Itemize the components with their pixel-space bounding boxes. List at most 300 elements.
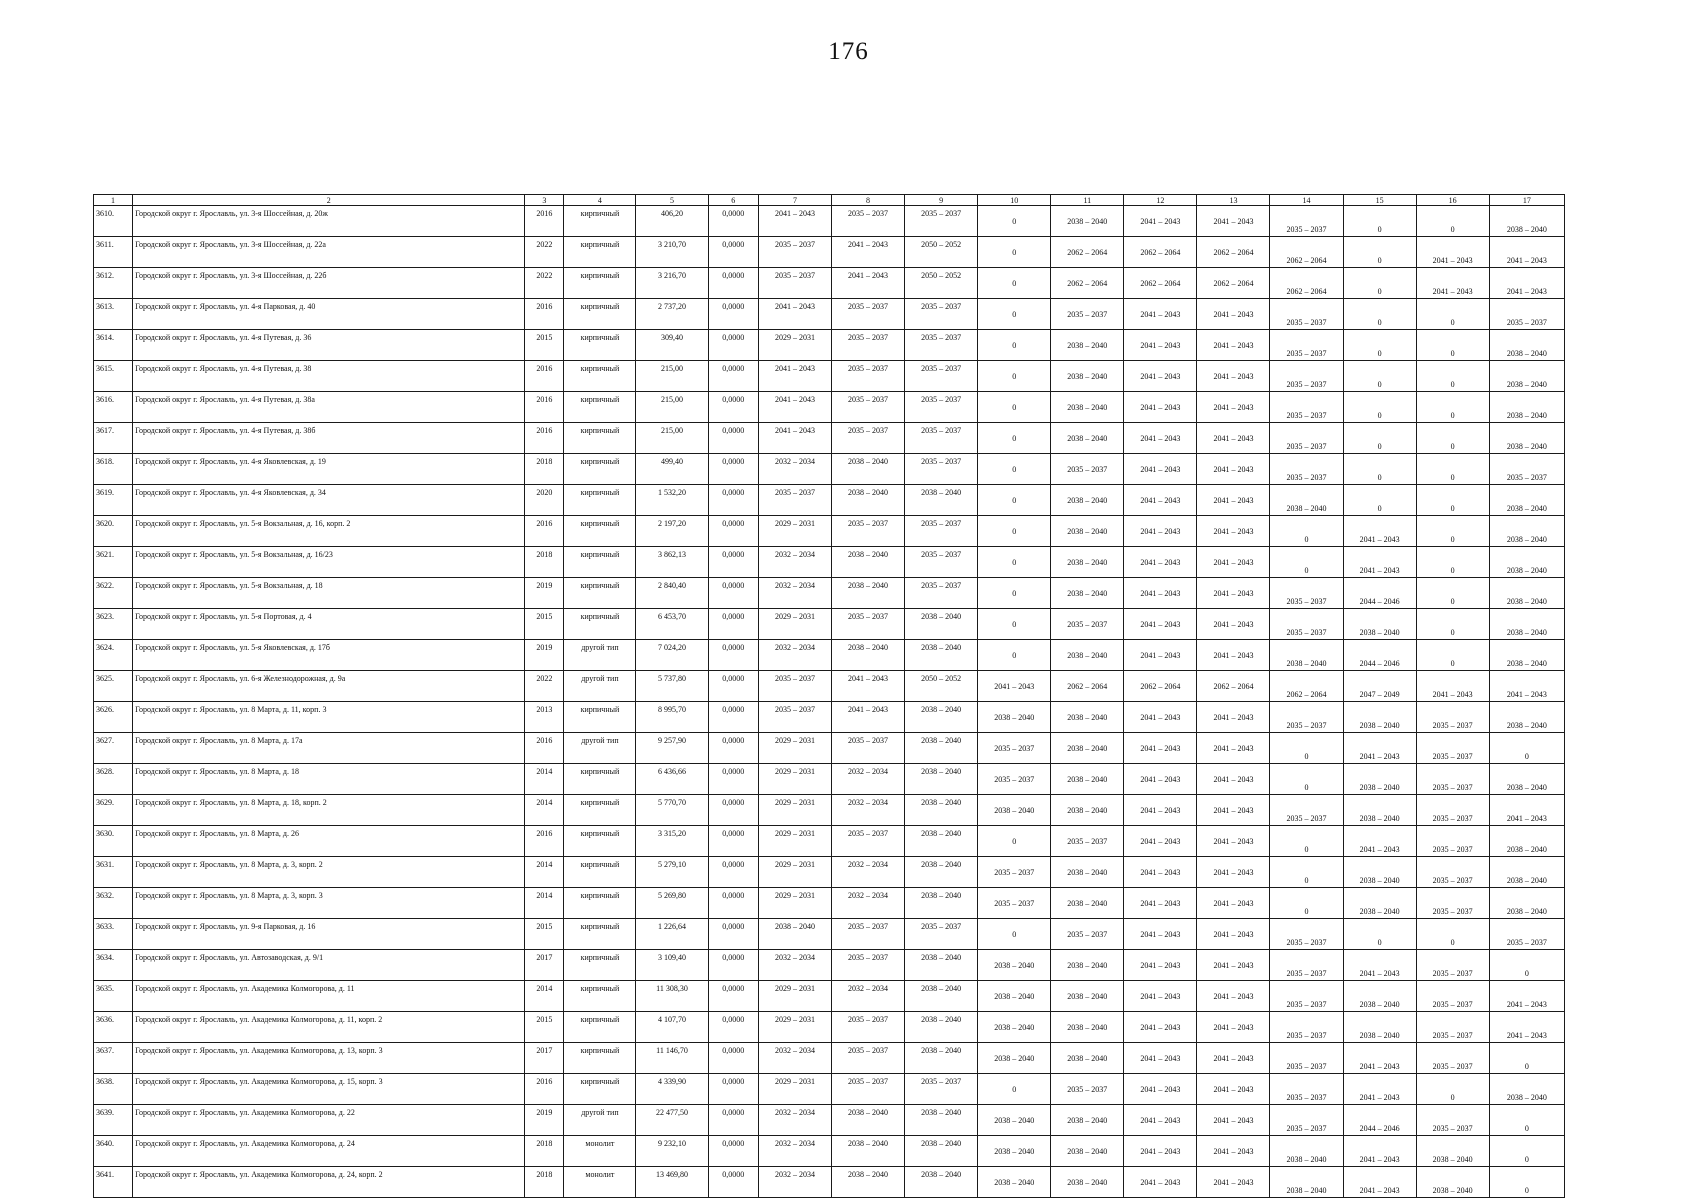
table-cell: 2038 – 2040: [1343, 609, 1416, 640]
table-cell: 2029 – 2031: [758, 857, 831, 888]
table-cell: 2041 – 2043: [1124, 547, 1197, 578]
table-cell: 2041 – 2043: [1197, 919, 1270, 950]
table-cell: 0: [978, 578, 1051, 609]
row-number-cell: 3618.: [94, 454, 133, 485]
table-cell: 2013: [525, 702, 564, 733]
table-row: [94, 609, 1565, 640]
table-cell: 2044 – 2046: [1343, 640, 1416, 671]
table-cell: 2029 – 2031: [758, 1012, 831, 1043]
table-cell: 2038 – 2040: [1051, 702, 1124, 733]
table-cell: 0: [1416, 578, 1489, 609]
table-cell: 2038 – 2040: [905, 1167, 978, 1198]
address-cell: Городской округ г. Ярославль, ул. 3-я Шоссейная, д. 22б: [133, 268, 525, 299]
table-cell: 2035 – 2037: [832, 361, 905, 392]
table-cell: 2032 – 2034: [832, 795, 905, 826]
table-cell: 0: [1416, 392, 1489, 423]
address-cell: Городской округ г. Ярославль, ул. 4-я Яковлевская, д. 34: [133, 485, 525, 516]
table-cell: 2041 – 2043: [1124, 1043, 1197, 1074]
table-cell: 2032 – 2034: [758, 1136, 831, 1167]
table-cell: 2050 – 2052: [905, 237, 978, 268]
table-cell: 22 477,50: [636, 1105, 708, 1136]
table-cell: 2038 – 2040: [1051, 578, 1124, 609]
column-number: 11: [1051, 195, 1124, 206]
table-cell: 2062 – 2064: [1270, 268, 1343, 299]
table-row: [94, 237, 1565, 268]
table-cell: 0: [978, 485, 1051, 516]
table-cell: 2041 – 2043: [1124, 950, 1197, 981]
table-cell: другой тип: [564, 671, 636, 702]
table-cell: 2035 – 2037: [905, 392, 978, 423]
table-cell: 2038 – 2040: [1051, 1012, 1124, 1043]
table-cell: 2035 – 2037: [1270, 950, 1343, 981]
table-row: [94, 392, 1565, 423]
table-cell: кирпичный: [564, 826, 636, 857]
table-cell: 2041 – 2043: [1124, 919, 1197, 950]
table-cell: 0: [1416, 547, 1489, 578]
table-row: [94, 950, 1565, 981]
table-cell: 2038 – 2040: [978, 1136, 1051, 1167]
address-cell: Городской округ г. Ярославль, ул. 5-я Вокзальная, д. 16, корп. 2: [133, 516, 525, 547]
table-cell: 499,40: [636, 454, 708, 485]
table-cell: 0: [978, 609, 1051, 640]
table-cell: 2022: [525, 268, 564, 299]
table-cell: 2022: [525, 237, 564, 268]
table-cell: 3 216,70: [636, 268, 708, 299]
table-cell: 0: [978, 826, 1051, 857]
table-cell: 2035 – 2037: [1270, 206, 1343, 237]
table-cell: 0,0000: [708, 826, 758, 857]
table-cell: 2041 – 2043: [1124, 206, 1197, 237]
table-cell: 0,0000: [708, 981, 758, 1012]
row-number-cell: 3632.: [94, 888, 133, 919]
table-cell: 0: [978, 392, 1051, 423]
table-cell: 2041 – 2043: [1197, 392, 1270, 423]
table-cell: кирпичный: [564, 764, 636, 795]
table-cell: 2029 – 2031: [758, 733, 831, 764]
table-cell: 215,00: [636, 361, 708, 392]
table-cell: 2041 – 2043: [1197, 702, 1270, 733]
table-cell: 2015: [525, 609, 564, 640]
table-cell: кирпичный: [564, 268, 636, 299]
table-cell: 0: [978, 268, 1051, 299]
table-cell: 2035 – 2037: [1270, 1074, 1343, 1105]
table-cell: 2041 – 2043: [1197, 826, 1270, 857]
row-number-cell: 3612.: [94, 268, 133, 299]
capital-repair-table: [93, 194, 1565, 1198]
table-cell: 2038 – 2040: [1051, 1043, 1124, 1074]
table-cell: 5 269,80: [636, 888, 708, 919]
table-cell: 0,0000: [708, 268, 758, 299]
table-cell: 2032 – 2034: [758, 1105, 831, 1136]
table-cell: 2038 – 2040: [905, 826, 978, 857]
table-cell: 2041 – 2043: [1197, 950, 1270, 981]
table-row: [94, 423, 1565, 454]
table-cell: 0: [1416, 423, 1489, 454]
table-cell: 2041 – 2043: [1124, 516, 1197, 547]
table-cell: 2032 – 2034: [758, 1043, 831, 1074]
address-cell: Городской округ г. Ярославль, ул. 6-я Железнодорожная, д. 9а: [133, 671, 525, 702]
table-row: [94, 1043, 1565, 1074]
table-cell: 2035 – 2037: [1270, 1012, 1343, 1043]
table-cell: 2035 – 2037: [1270, 423, 1343, 454]
table-cell: 2035 – 2037: [1051, 454, 1124, 485]
table-cell: 2035 – 2037: [832, 733, 905, 764]
table-cell: 2014: [525, 857, 564, 888]
table-cell: 2038 – 2040: [1051, 981, 1124, 1012]
table-cell: 2038 – 2040: [1051, 330, 1124, 361]
table-cell: 2041 – 2043: [1343, 1167, 1416, 1198]
table-cell: 2038 – 2040: [1489, 609, 1564, 640]
table-cell: 2041 – 2043: [1197, 1105, 1270, 1136]
table-cell: 2035 – 2037: [1270, 392, 1343, 423]
table-cell: 0: [978, 1074, 1051, 1105]
table-cell: 2041 – 2043: [758, 361, 831, 392]
table-cell: 2041 – 2043: [978, 671, 1051, 702]
column-number: 5: [636, 195, 708, 206]
table-cell: кирпичный: [564, 1074, 636, 1105]
table-cell: 2035 – 2037: [1270, 795, 1343, 826]
table-cell: 2038 – 2040: [1416, 1167, 1489, 1198]
table-cell: 406,20: [636, 206, 708, 237]
address-cell: Городской округ г. Ярославль, ул. 9-я Парковая, д. 16: [133, 919, 525, 950]
table-cell: 2015: [525, 330, 564, 361]
table-cell: 0: [978, 454, 1051, 485]
table-cell: 2038 – 2040: [1416, 1136, 1489, 1167]
table-cell: 0: [1489, 1043, 1564, 1074]
table-cell: 2038 – 2040: [1489, 485, 1564, 516]
row-number-cell: 3634.: [94, 950, 133, 981]
table-cell: 11 146,70: [636, 1043, 708, 1074]
table-cell: 2041 – 2043: [1343, 516, 1416, 547]
row-number-cell: 3616.: [94, 392, 133, 423]
table-cell: 0: [1270, 857, 1343, 888]
table-row: [94, 268, 1565, 299]
table-cell: 0: [1489, 1167, 1564, 1198]
table-cell: 2041 – 2043: [1489, 268, 1564, 299]
table-cell: 2035 – 2037: [1416, 888, 1489, 919]
table-cell: 2035 – 2037: [1489, 299, 1564, 330]
table-cell: 2041 – 2043: [1124, 826, 1197, 857]
table-cell: 2038 – 2040: [1051, 1105, 1124, 1136]
table-row: [94, 1012, 1565, 1043]
table-row: [94, 578, 1565, 609]
column-number: 13: [1197, 195, 1270, 206]
table-cell: 0: [1416, 206, 1489, 237]
table-cell: 0,0000: [708, 392, 758, 423]
table-body: [94, 195, 1565, 1198]
table-cell: монолит: [564, 1136, 636, 1167]
table-cell: 2038 – 2040: [832, 1105, 905, 1136]
row-number-cell: 3638.: [94, 1074, 133, 1105]
table-cell: 0: [978, 237, 1051, 268]
table-cell: 2038 – 2040: [1051, 1167, 1124, 1198]
table-cell: 2035 – 2037: [1416, 1043, 1489, 1074]
table-cell: монолит: [564, 1167, 636, 1198]
table-cell: 2035 – 2037: [1416, 857, 1489, 888]
table-cell: 2035 – 2037: [832, 1043, 905, 1074]
row-number-cell: 3613.: [94, 299, 133, 330]
table-cell: 2038 – 2040: [1489, 764, 1564, 795]
table-cell: 2038 – 2040: [978, 1043, 1051, 1074]
table-cell: 3 862,13: [636, 547, 708, 578]
column-number: 17: [1489, 195, 1564, 206]
table-cell: 2029 – 2031: [758, 1074, 831, 1105]
table-cell: 0,0000: [708, 702, 758, 733]
table-cell: кирпичный: [564, 1012, 636, 1043]
table-cell: 2041 – 2043: [1197, 330, 1270, 361]
table-cell: 2035 – 2037: [1270, 981, 1343, 1012]
table-cell: 2035 – 2037: [905, 547, 978, 578]
table-cell: 0: [1270, 547, 1343, 578]
table-cell: 4 339,90: [636, 1074, 708, 1105]
table-cell: 2035 – 2037: [1270, 1043, 1343, 1074]
address-cell: Городской округ г. Ярославль, ул. Автозаводская, д. 9/1: [133, 950, 525, 981]
address-cell: Городской округ г. Ярославль, ул. Академика Колмогорова, д. 24, корп. 2: [133, 1167, 525, 1198]
column-number: 9: [905, 195, 978, 206]
table-cell: 2041 – 2043: [1124, 702, 1197, 733]
table-cell: 2041 – 2043: [1124, 1012, 1197, 1043]
table-cell: 2016: [525, 1074, 564, 1105]
address-cell: Городской округ г. Ярославль, ул. 3-я Шоссейная, д. 22а: [133, 237, 525, 268]
table-cell: 2041 – 2043: [1489, 671, 1564, 702]
table-cell: 2044 – 2046: [1343, 578, 1416, 609]
table-cell: 2035 – 2037: [905, 361, 978, 392]
table-cell: 2035 – 2037: [1270, 299, 1343, 330]
table-cell: 2038 – 2040: [905, 702, 978, 733]
table-cell: 2022: [525, 671, 564, 702]
table-cell: 2038 – 2040: [1489, 423, 1564, 454]
address-cell: Городской округ г. Ярославль, ул. Академика Колмогорова, д. 11: [133, 981, 525, 1012]
table-row: [94, 857, 1565, 888]
table-cell: 2041 – 2043: [1197, 454, 1270, 485]
table-cell: 0,0000: [708, 888, 758, 919]
table-cell: 2041 – 2043: [1343, 547, 1416, 578]
table-cell: 0: [978, 547, 1051, 578]
table-cell: 2035 – 2037: [1416, 795, 1489, 826]
table-cell: 2029 – 2031: [758, 826, 831, 857]
table-cell: 3 315,20: [636, 826, 708, 857]
table-cell: 2041 – 2043: [1124, 795, 1197, 826]
table-cell: 2062 – 2064: [1124, 671, 1197, 702]
table-cell: 2062 – 2064: [1197, 268, 1270, 299]
table-cell: 0,0000: [708, 485, 758, 516]
table-cell: 0,0000: [708, 330, 758, 361]
table-cell: 2038 – 2040: [1270, 640, 1343, 671]
table-cell: 2041 – 2043: [1343, 950, 1416, 981]
row-number-cell: 3627.: [94, 733, 133, 764]
table-cell: 2050 – 2052: [905, 671, 978, 702]
table-cell: 2035 – 2037: [758, 237, 831, 268]
table-cell: 2019: [525, 578, 564, 609]
table-cell: 2041 – 2043: [1124, 609, 1197, 640]
table-cell: 0,0000: [708, 1043, 758, 1074]
table-cell: 2062 – 2064: [1124, 237, 1197, 268]
table-cell: 2038 – 2040: [978, 1105, 1051, 1136]
table-cell: 2041 – 2043: [1197, 609, 1270, 640]
table-cell: 2038 – 2040: [978, 1167, 1051, 1198]
table-cell: другой тип: [564, 1105, 636, 1136]
table-cell: 2035 – 2037: [1051, 609, 1124, 640]
table-cell: 2038 – 2040: [1051, 764, 1124, 795]
table-cell: 2041 – 2043: [1124, 857, 1197, 888]
table-cell: 6 453,70: [636, 609, 708, 640]
table-cell: кирпичный: [564, 547, 636, 578]
table-cell: кирпичный: [564, 950, 636, 981]
row-number-cell: 3633.: [94, 919, 133, 950]
table-cell: 2020: [525, 485, 564, 516]
table-cell: 0,0000: [708, 1105, 758, 1136]
table-cell: 2029 – 2031: [758, 981, 831, 1012]
table-cell: 2050 – 2052: [905, 268, 978, 299]
table-cell: 0: [1416, 1074, 1489, 1105]
table-cell: 2041 – 2043: [1124, 330, 1197, 361]
table-cell: 2035 – 2037: [1416, 733, 1489, 764]
column-number: 15: [1343, 195, 1416, 206]
table-cell: 2041 – 2043: [758, 392, 831, 423]
table-cell: 2032 – 2034: [758, 547, 831, 578]
table-cell: 2041 – 2043: [1124, 1105, 1197, 1136]
table-cell: 2038 – 2040: [905, 485, 978, 516]
table-cell: 2041 – 2043: [1124, 423, 1197, 454]
table-cell: 0: [1270, 764, 1343, 795]
table-cell: 0,0000: [708, 299, 758, 330]
table-cell: 2041 – 2043: [1124, 733, 1197, 764]
address-cell: Городской округ г. Ярославль, ул. 4-я Путевая, д. 38а: [133, 392, 525, 423]
table-cell: 2016: [525, 299, 564, 330]
table-row: [94, 361, 1565, 392]
table-cell: 1 226,64: [636, 919, 708, 950]
table-cell: 2019: [525, 640, 564, 671]
table-cell: кирпичный: [564, 1043, 636, 1074]
table-cell: кирпичный: [564, 795, 636, 826]
table-row: [94, 1136, 1565, 1167]
table-row: [94, 671, 1565, 702]
table-cell: 2035 – 2037: [758, 268, 831, 299]
table-cell: 2038 – 2040: [1051, 392, 1124, 423]
table-row: [94, 330, 1565, 361]
table-cell: 2041 – 2043: [1343, 1074, 1416, 1105]
table-cell: 11 308,30: [636, 981, 708, 1012]
table-cell: 2015: [525, 1012, 564, 1043]
table-cell: 2 197,20: [636, 516, 708, 547]
table-cell: 2041 – 2043: [1197, 795, 1270, 826]
table-row: [94, 826, 1565, 857]
table-cell: 2035 – 2037: [832, 299, 905, 330]
table-cell: кирпичный: [564, 361, 636, 392]
table-cell: 2038 – 2040: [1343, 764, 1416, 795]
table-cell: кирпичный: [564, 392, 636, 423]
table-row: [94, 702, 1565, 733]
address-cell: Городской округ г. Ярославль, ул. Академика Колмогорова, д. 13, корп. 3: [133, 1043, 525, 1074]
table-cell: 2038 – 2040: [1051, 361, 1124, 392]
table-cell: 2035 – 2037: [832, 392, 905, 423]
table-cell: 2044 – 2046: [1343, 1105, 1416, 1136]
table-cell: 2041 – 2043: [1124, 981, 1197, 1012]
table-cell: 0,0000: [708, 919, 758, 950]
table-cell: 2041 – 2043: [1197, 423, 1270, 454]
table-cell: 0: [1343, 361, 1416, 392]
table-cell: 2041 – 2043: [1124, 454, 1197, 485]
table-cell: 2035 – 2037: [1270, 1105, 1343, 1136]
table-row: [94, 206, 1565, 237]
table-cell: 2038 – 2040: [1489, 206, 1564, 237]
table-cell: 2041 – 2043: [1124, 299, 1197, 330]
column-number: 16: [1416, 195, 1489, 206]
table-cell: 2029 – 2031: [758, 609, 831, 640]
table-cell: 2062 – 2064: [1197, 671, 1270, 702]
table-cell: 2038 – 2040: [1489, 702, 1564, 733]
table-cell: 2041 – 2043: [1197, 206, 1270, 237]
address-cell: Городской округ г. Ярославль, ул. 5-я Вокзальная, д. 18: [133, 578, 525, 609]
table-cell: 2062 – 2064: [1051, 268, 1124, 299]
table-cell: 2014: [525, 764, 564, 795]
table-cell: 2035 – 2037: [1489, 919, 1564, 950]
table-cell: 2035 – 2037: [1270, 702, 1343, 733]
table-cell: 0: [978, 361, 1051, 392]
table-cell: 2038 – 2040: [1489, 640, 1564, 671]
table-cell: 1 532,20: [636, 485, 708, 516]
table-cell: 2041 – 2043: [832, 237, 905, 268]
table-cell: 2038 – 2040: [832, 485, 905, 516]
table-cell: 2035 – 2037: [1270, 454, 1343, 485]
table-cell: 2041 – 2043: [1197, 361, 1270, 392]
table-row: [94, 547, 1565, 578]
row-number-cell: 3641.: [94, 1167, 133, 1198]
table-cell: 2038 – 2040: [1489, 516, 1564, 547]
table-cell: 2035 – 2037: [905, 1074, 978, 1105]
table-row: [94, 640, 1565, 671]
table-row: [94, 485, 1565, 516]
table-cell: 2041 – 2043: [1124, 764, 1197, 795]
table-cell: 2014: [525, 795, 564, 826]
address-cell: Городской округ г. Ярославль, ул. 8 Марта, д. 18, корп. 2: [133, 795, 525, 826]
table-cell: 2035 – 2037: [1051, 1074, 1124, 1105]
table-cell: 2035 – 2037: [832, 950, 905, 981]
table-row: [94, 981, 1565, 1012]
table-cell: 2014: [525, 888, 564, 919]
table-cell: 2038 – 2040: [905, 733, 978, 764]
table-cell: 0: [1343, 330, 1416, 361]
table-cell: кирпичный: [564, 857, 636, 888]
table-cell: 2035 – 2037: [832, 1012, 905, 1043]
table-cell: 2035 – 2037: [832, 516, 905, 547]
table-cell: 2038 – 2040: [832, 1136, 905, 1167]
table-row: [94, 919, 1565, 950]
address-cell: Городской округ г. Ярославль, ул. 8 Марта, д. 11, корп. 3: [133, 702, 525, 733]
table-cell: кирпичный: [564, 981, 636, 1012]
table-cell: 13 469,80: [636, 1167, 708, 1198]
table-cell: 0: [1270, 826, 1343, 857]
column-number: 1: [94, 195, 133, 206]
table-cell: кирпичный: [564, 237, 636, 268]
row-number-cell: 3615.: [94, 361, 133, 392]
table-cell: 2038 – 2040: [905, 857, 978, 888]
table-cell: 2038 – 2040: [905, 1136, 978, 1167]
table-cell: 2018: [525, 547, 564, 578]
table-cell: 2062 – 2064: [1270, 237, 1343, 268]
table-cell: 2035 – 2037: [1270, 330, 1343, 361]
table-cell: 2038 – 2040: [1343, 981, 1416, 1012]
address-cell: Городской округ г. Ярославль, ул. 4-я Путевая, д. 36: [133, 330, 525, 361]
table-cell: 2038 – 2040: [1051, 516, 1124, 547]
table-cell: 2041 – 2043: [1197, 1136, 1270, 1167]
table-cell: кирпичный: [564, 888, 636, 919]
table-cell: 2019: [525, 1105, 564, 1136]
table-cell: 2038 – 2040: [905, 981, 978, 1012]
table-row: [94, 454, 1565, 485]
table-cell: 2041 – 2043: [1197, 981, 1270, 1012]
table-cell: 0,0000: [708, 1136, 758, 1167]
